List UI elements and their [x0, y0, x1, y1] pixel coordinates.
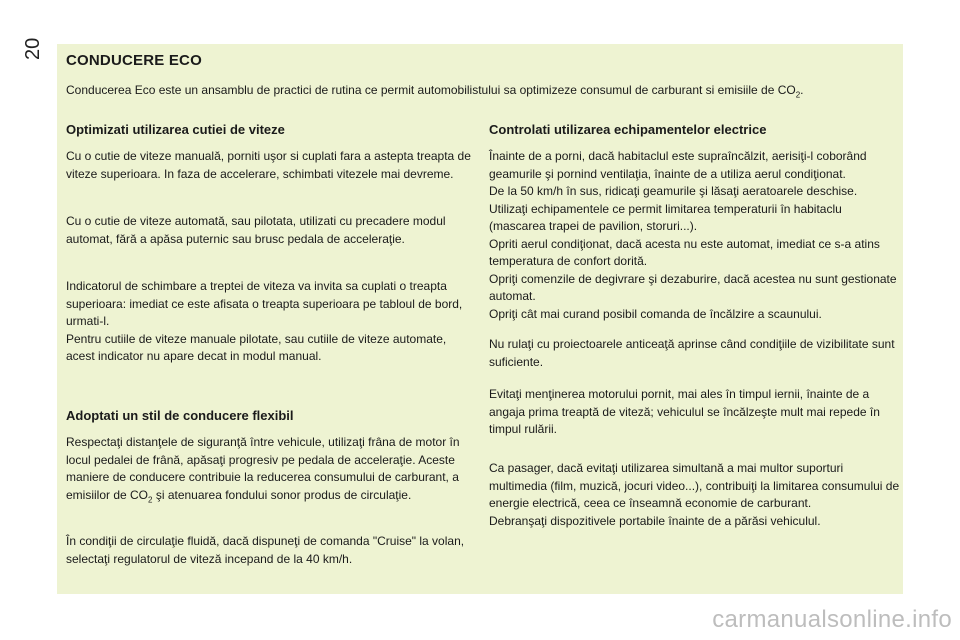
- driving-style-paragraph: [66, 434, 476, 508]
- heading-electrical: Controlati utilizarea echipamentelor electrice: [489, 122, 767, 137]
- page-title: CONDUCERE ECO: [66, 52, 202, 69]
- heading-driving-style: Adoptati un stil de conducere flexibil: [66, 408, 294, 423]
- fog-lights-paragraph: Nu rulaţi cu proiectoarele anticeaţă aprinse când condiţiile de vizibilitate sunt suficiente.: [489, 337, 895, 369]
- electrical-line: Opriţi comenzile de degivrare şi dezaburire, dacă acestea nu sunt gestionate automat.: [489, 271, 897, 303]
- electrical-line: Utilizaţi echipamentele ce permit limitarea temperaturii în habitaclu (mascarea trapei de pavilion, storuri...).: [489, 201, 842, 233]
- driving-style-text-b: şi atenuarea fondului sonor produs de circulaţie.: [152, 487, 412, 502]
- engine-idle-paragraph: Evitaţi menţinerea motorului pornit, mai ales în timpul iernii, înainte de a angaja prima treaptă de viteză; vehiculul se încălzeşte mult mai repede în timpul rulării.: [489, 387, 880, 436]
- intro-end: .: [800, 83, 804, 97]
- electrical-line: Opriti aerul condiţionat, dacă acesta nu este automat, imediat ce s-a atins temperatura de confort dorită.: [489, 236, 880, 268]
- driving-style-subscript: 2: [148, 494, 153, 504]
- driving-style-text-a: Respectaţi distanţele de siguranţă între vehicule, utilizaţi frâna de motor în locul pedalei de frână, apăsaţi progresiv pe pedala de acceleraţie. Aceste maniere de conducere contribuie la reducerea consumului de carburant, a emisiilor de CO: [66, 435, 460, 502]
- electrical-line: Opriţi cât mai curand posibil comanda de încălzire a scaunului.: [489, 306, 822, 321]
- gearbox-automatic-paragraph: Cu o cutie de viteze automată, sau pilotata, utilizati cu precadere modul automat, fără a apăsa puternic sau brusc pedala de acceleraţie.: [66, 214, 446, 246]
- electrical-line: De la 50 km/h în sus, ridicaţi geamurile şi lăsaţi aeratoarele deschise.: [489, 184, 858, 198]
- intro-text: Conducerea Eco este un ansamblu de practici de rutina ce permit automobilistului sa optimizeze consumul de carburant si emisiile de CO: [66, 83, 796, 97]
- watermark: carmanualsonline.info: [712, 606, 952, 633]
- gearbox-manual-paragraph: Cu o cutie de viteze manuală, porniti uşor si cuplati fara a astepta treapta de viteze superioara. In faza de accelerare, schimbati vitezele mai devreme.: [66, 149, 471, 181]
- intro-paragraph: [66, 82, 896, 103]
- intro-subscript: 2: [795, 90, 801, 100]
- shift-indicator-line1: Indicatorul de schimbare a treptei de viteza va invita sa cuplati o treapta superioara: imediat ce este afisata o treapta superioara pe tabloul de bord, urmati-l.: [66, 279, 463, 328]
- shift-indicator-line2: Pentru cutiile de viteze manuale pilotate, sau cutiile de viteze automate, acest indicator nu apare decat in modul manual.: [66, 331, 447, 363]
- page-number: 20: [22, 37, 44, 60]
- cruise-paragraph: În condiţii de circulaţie fluidă, dacă dispuneţi de comanda "Cruise" la volan, selectaţi regulatorul de viteză incepand de la 40 km/h.: [66, 534, 465, 566]
- heading-gearbox: Optimizati utilizarea cutiei de viteze: [66, 122, 285, 137]
- shift-indicator-paragraph: [66, 278, 476, 366]
- multimedia-paragraph: [489, 460, 901, 530]
- electrical-line: Înainte de a porni, dacă habitaclul este supraîncălzit, aerisiţi-l coborând geamurile şi pornind ventilaţia, înainte de a utiliza aerul condiţionat.: [489, 149, 867, 181]
- multimedia-line2: Debranşaţi dispozitivele portabile înainte de a părăsi vehiculul.: [489, 513, 821, 528]
- multimedia-line1: Ca pasager, dacă evitaţi utilizarea simultană a mai multor suporturi multimedia (film, muzică, jocuri video...), contribuiţi la limitarea consumului de energie electrică, ceea ce înseamnă economie de carburant.: [489, 461, 900, 510]
- electrical-paragraph: [489, 148, 901, 323]
